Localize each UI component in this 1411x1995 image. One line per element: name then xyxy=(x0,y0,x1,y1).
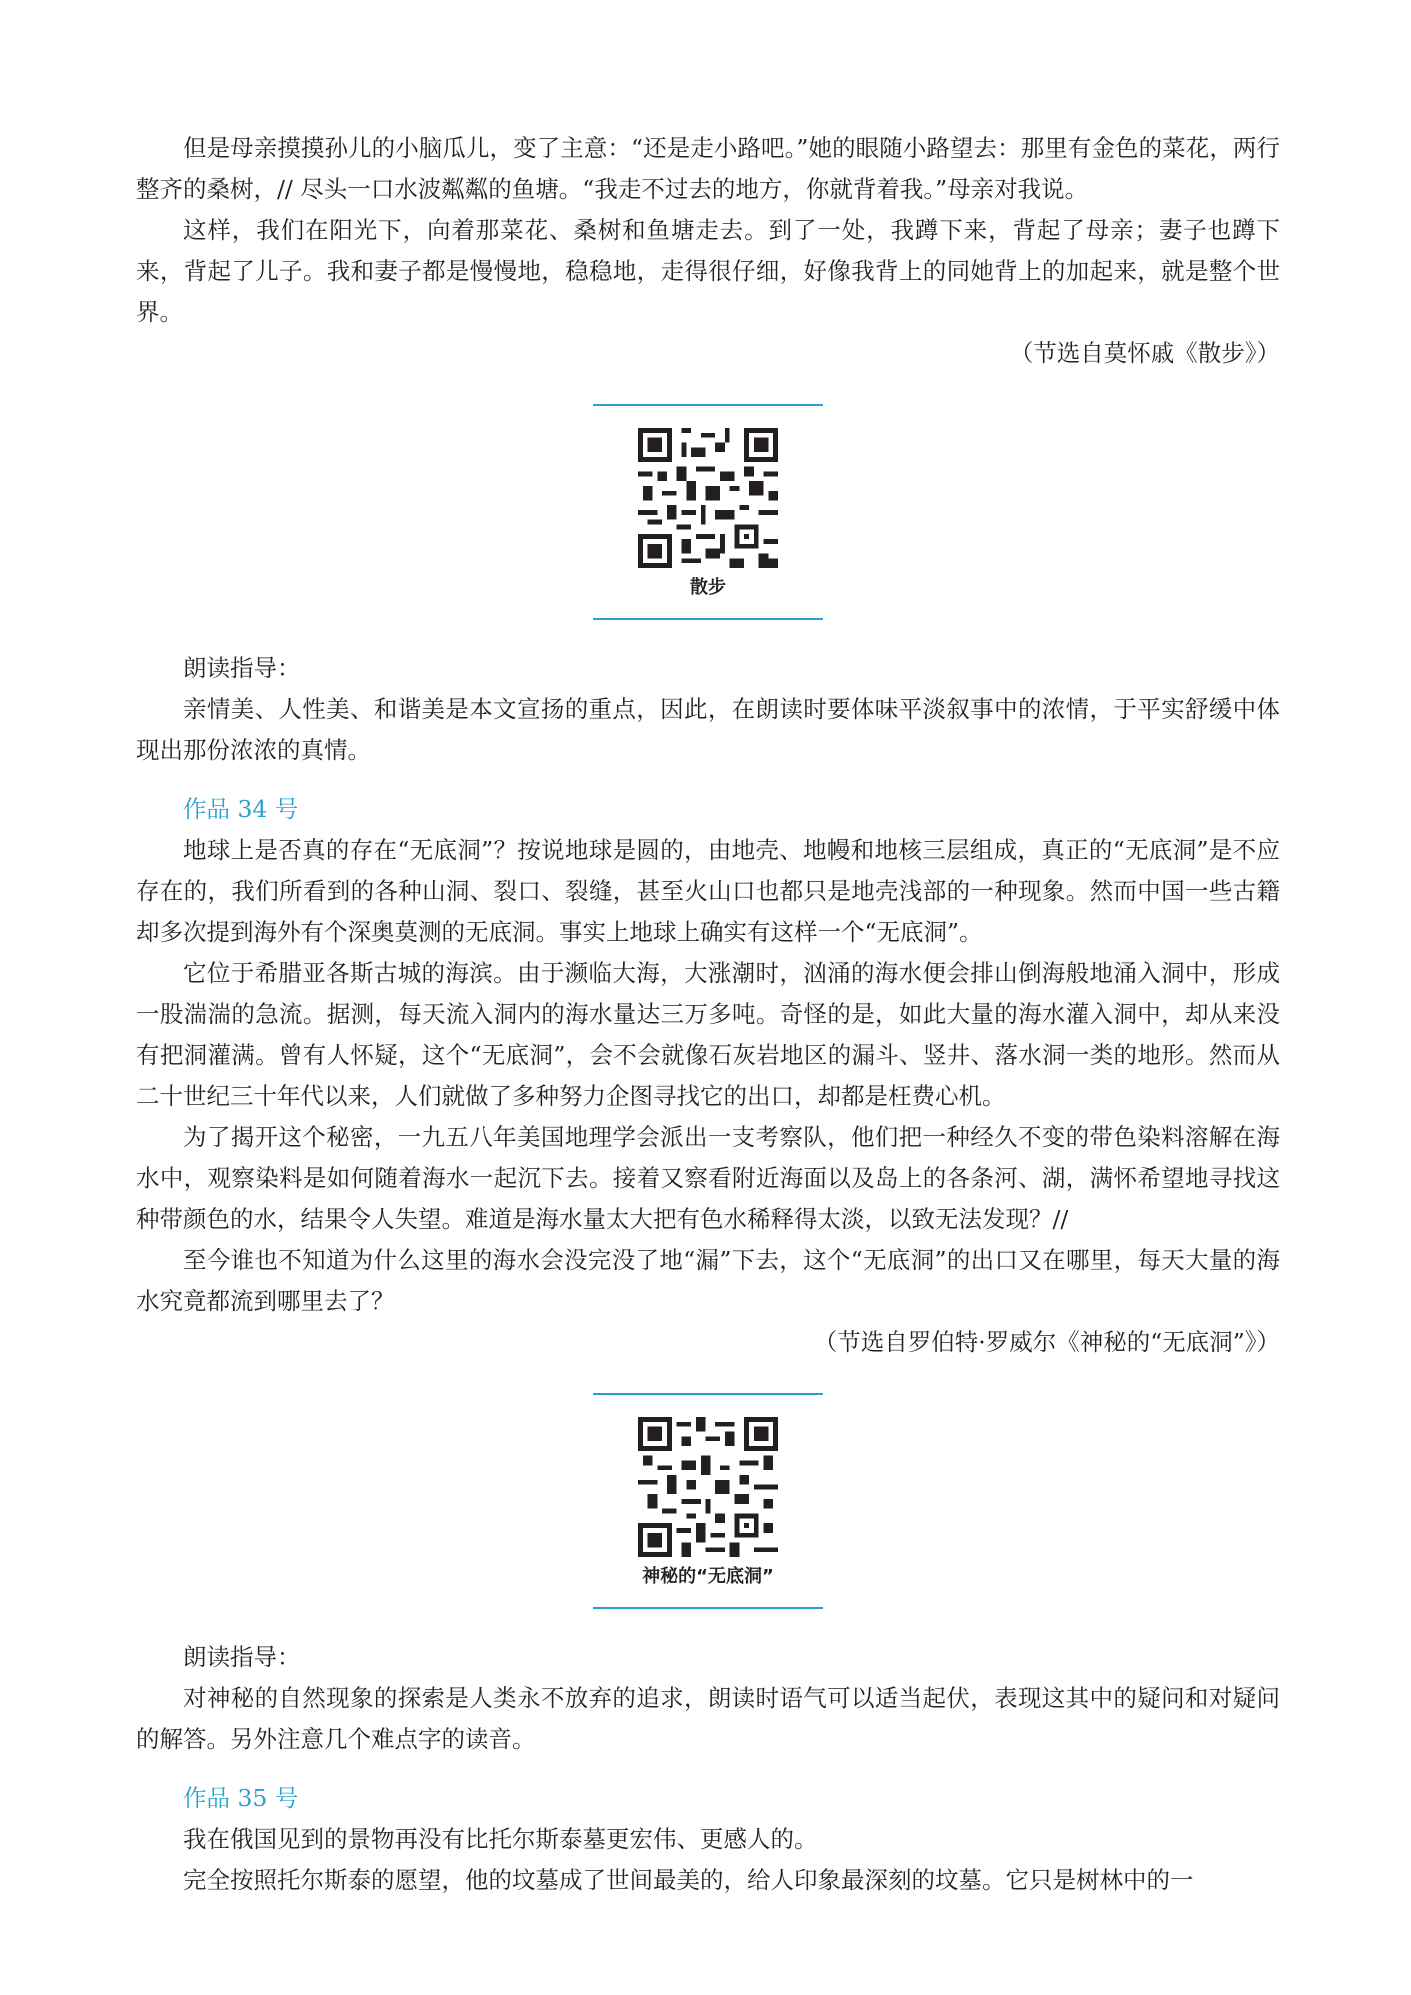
reading-guide-title: 朗读指导： xyxy=(183,1643,301,1671)
paragraph: 这样，我们在阳光下，向着那菜花、桑树和鱼塘走去。到了一处，我蹲下来，背起了母亲；妻子也蹲下来，背起了儿子。我和妻子都是慢慢地，稳稳地，走得很仔细，好像我背上的同她背上的加起来，就是整个世界。 xyxy=(136,216,1280,326)
divider xyxy=(593,1393,823,1395)
work-heading: 作品 35 号 xyxy=(183,1784,299,1812)
qr-code-icon[interactable] xyxy=(638,1417,778,1557)
paragraph: 完全按照托尔斯泰的愿望，他的坟墓成了世间最美的，给人印象最深刻的坟墓。它只是树林中的一 xyxy=(183,1866,1194,1894)
reading-guide-title: 朗读指导： xyxy=(183,654,301,682)
source-citation: （节选自罗伯特·罗威尔《神秘的“无底洞”》） xyxy=(813,1328,1280,1356)
paragraph: 地球上是否真的存在“无底洞”？按说地球是圆的，由地壳、地幔和地核三层组成，真正的“无底洞”是不应存在的，我们所看到的各种山洞、裂口、裂缝，甚至火山口也都只是地壳浅部的一种现象。然而中国一些古籍却多次提到海外有个深奥莫测的无底洞。事实上地球上确实有这样一个“无底洞”。 xyxy=(136,836,1280,946)
qr-code-block xyxy=(593,1393,823,1609)
qr-code-icon[interactable] xyxy=(638,428,778,568)
paragraph: 但是母亲摸摸孙儿的小脑瓜儿，变了主意：“还是走小路吧。”她的眼随小路望去：那里有金色的菜花，两行整齐的桑树，// 尽头一口水波粼粼的鱼塘。“我走不过去的地方，你就背着我。”母亲对我说。 xyxy=(136,134,1280,203)
qr-code-block xyxy=(593,404,823,620)
source-citation: （节选自莫怀戚《散步》） xyxy=(1009,339,1280,367)
document-page xyxy=(136,0,1280,1901)
divider xyxy=(593,404,823,406)
divider xyxy=(593,1607,823,1609)
reading-guide-text: 对神秘的自然现象的探索是人类永不放弃的追求，朗读时语气可以适当起伏，表现这其中的疑问和对疑问的解答。另外注意几个难点字的读音。 xyxy=(136,1684,1280,1753)
work-heading: 作品 34 号 xyxy=(183,795,299,823)
reading-guide-text: 亲情美、人性美、和谐美是本文宣扬的重点，因此，在朗读时要体味平淡叙事中的浓情，于平实舒缓中体现出那份浓浓的真情。 xyxy=(136,695,1280,764)
qr-caption: 神秘的“无底洞” xyxy=(642,1566,774,1587)
divider xyxy=(593,618,823,620)
qr-caption: 散步 xyxy=(690,577,726,598)
paragraph: 为了揭开这个秘密，一九五八年美国地理学会派出一支考察队，他们把一种经久不变的带色染料溶解在海水中，观察染料是如何随着海水一起沉下去。接着又察看附近海面以及岛上的各条河、湖，满怀希望地寻找这种带颜色的水，结果令人失望。难道是海水量太大把有色水稀释得太淡，以致无法发现？// xyxy=(136,1123,1280,1233)
paragraph: 至今谁也不知道为什么这里的海水会没完没了地“漏”下去，这个“无底洞”的出口又在哪里，每天大量的海水究竟都流到哪里去了？ xyxy=(136,1246,1280,1315)
paragraph: 它位于希腊亚各斯古城的海滨。由于濒临大海，大涨潮时，汹涌的海水便会排山倒海般地涌入洞中，形成一股湍湍的急流。据测，每天流入洞内的海水量达三万多吨。奇怪的是，如此大量的海水灌入洞中，却从来没有把洞灌满。曾有人怀疑，这个“无底洞”，会不会就像石灰岩地区的漏斗、竖井、落水洞一类的地形。然而从二十世纪三十年代以来，人们就做了多种努力企图寻找它的出口，却都是枉费心机。 xyxy=(136,959,1280,1110)
paragraph: 我在俄国见到的景物再没有比托尔斯泰墓更宏伟、更感人的。 xyxy=(183,1825,818,1853)
